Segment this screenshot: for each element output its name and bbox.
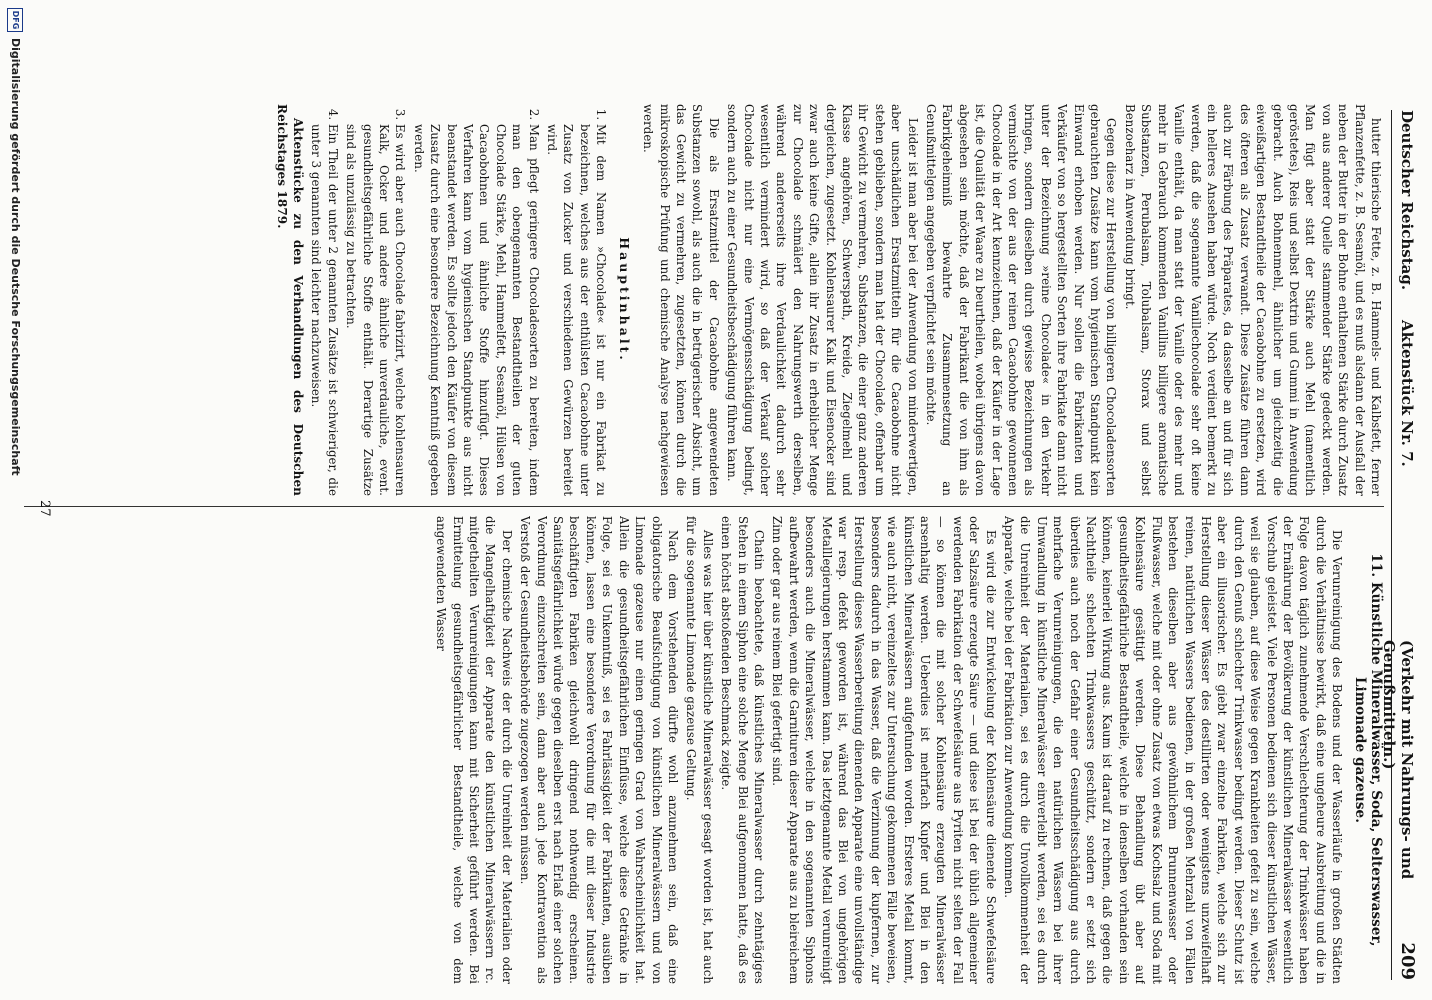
list-item: 3. Es wird aber auch Chocolade fabrizirt, welche kohlensauren Kalk, Ocker und andere ähnliche unverdauliche, event. gesundheitsgefährliche Stoffe enthält. Derartige Zusätze sind als unzulässig zu betrachten.: [343, 124, 409, 496]
footnote: Aktenstücke zu den Verhandlungen des Deutschen Reichstages 1879.: [274, 104, 305, 496]
paragraph: Der chemische Nachweis der durch die Unreinheit der Materialien oder die Mangelhaftigkeit der Apparate den künstlichen Mineralwässern rc. mitgetheilten Verunreinigungen kann mit Sicherheit geführt werden. Bei Ermittelung gesundheitsgefährlicher Bestandtheile, welche von dem angewendeten Wasser: [434, 516, 514, 984]
paragraph: Gegen diese zur Herstellung von billigeren Chocoladensorten gebrauchten Zusätze kann vom hygienischen Standpunkt kein Einwand erhoben werden. Nur sollen die Fabrikanten und Verkäufer von so hergestellten Sorten ihre Fabrikate dann nicht unter der Bezeichnung »reine Chocolade« in den Verkehr bringen, sondern dieselben durch gewisse Bezeichnungen als vermischte von der aus der reinen Cacaobohne gewonnenen Chocolade in der Art kennzeichnen, daß der Käufer in der Lage ist, die Qualität der Waare zu beurtheilen, wobei übrigens davon abgesehen sein möchte, daß der Fabrikant die von ihm als Fabrikgeheimniß bewahrte Zusammensetzung an Genußmittelgen angegeben verpflichtet sein möchte.: [924, 104, 1119, 496]
section-topic: (Verkehr mit Nahrungs- und Genußmitteln.): [1380, 640, 1416, 880]
section-title: 11. Künstliche Mineralwässer, Soda, Selterswasser, Limonade gazeuse.: [1351, 553, 1384, 947]
list-item: 1. Mit dem Namen »Chocolade« ist nur ein Fabrikat zu bezeichnen, welches aus der enthülsten Cacaobohne unter Zusatz von Zucker und verschiedenen Gewürzen bereitet wird.: [544, 124, 610, 496]
dfg-logo-icon: DFG: [7, 8, 23, 32]
right-column: [54, 516, 1384, 984]
digitization-text: Digitalisierung gefördert durch die Deutsche Forschungsgemeinschaft: [9, 38, 22, 476]
signature-mark: 27: [37, 500, 52, 517]
paragraph: Die als Ersatzmittel der Cacaobohne angewendeten Substanzen sowohl, als auch die in betrügerischer Absicht, um das Gewicht zu vermehren, zugesetzten, können durch die mikroskopische Prüfung und chemische Analyse nachgewiesen werden.: [641, 104, 721, 496]
document-number: Aktenstück Nr. 7.: [1398, 320, 1416, 467]
paragraph: Alles was hier über künstliche Mineralwässer gesagt worden ist, hat auch für die sogenannte Limonade gazeuse Geltung.: [684, 516, 715, 984]
list-item: 4. Ein Theil der unter 2 genannten Zusätze ist schwieriger, die unter 3 genannten sind leichter nachzuweisen.: [308, 124, 341, 496]
column-divider: [24, 506, 1384, 507]
section-heading: Hauptinhalt.: [616, 237, 632, 363]
digitization-note: [3, 8, 27, 998]
paragraph: hutter thierische Fette, z. B. Hammels- und Kalbsfett, ferner Pflanzenfette, z. B. Sesamöl, und es muß alsdann der Ausfall der neben der Butter in der Bohne enthaltenen Stärke durch Zusatz von aus anderer Quelle stammender Stärke gedeckt werden. Man fügt aber statt der Stärke auch Mehl (namentlich geröstetes), Reis und selbst Dextrin und Gummi in Anwendung gebracht. Auch Bohnenmehl, ähnlicher um gleichzeitig die eiweißartigen Bestandtheile der Cacaobohne zu ersetzen, wird des öfteren als Zusatz verwandt. Diese Zusätze führen dann auch zur Färbung des Präparates, da dasselbe an und für sich ein helleres Ansehen haben würde. Noch verdient bemerkt zu werden, daß die sogenannte Vanillechocolade sehr oft keine Vanille enthält, da man statt der Vanille oder des mehr und mehr in Gebrauch kommenden Vanillins billigere aromatische Substanzen, Perubalsam, Tolubalsam, Storax und selbst Benzoeharz in Anwendung bringt.: [1122, 104, 1383, 496]
journal-name: Deutscher Reichstag.: [1398, 110, 1416, 291]
summary-list: [308, 104, 609, 496]
left-column: [54, 104, 1384, 496]
paragraph: Es wird die zur Entwickelung der Kohlensäure dienende Schwefelsäure oder Salzsäure erzeugte Säure — und diese ist bei der üblich allgemeiner werdenden Fabrikation der Schwefelsäure aus Pyriten nicht selten der Fall — so können die mit solcher Kohlensäure erzeugten Mineralwässer arsenhaltig werden. Ueberdies ist mehrfach Kupfer und Blei in den künstlichen Mineralwässern aufgefunden worden. Ersteres Metall kommt, wie auch nicht, vereinzeltes zur Untersuchung gekommenen Fälle beweisen, besonders dadurch in das Wasser, daß die Verzinnung der kupfernen, zur Herstellung dieses Wasserbereitung dienenden Apparate eine unvollständige war resp. defekt geworden ist, während das Blei von ungehörigen Metalllegierungen herstammen kann. Das letztgenannte Metall verunreinigt besonders auch die Mineralwässer, welche in den sogenannten Siphons aufbewahrt werden, wenn die Garnituren dieser Apparate aus zu bleireichem Zinn oder gar aus reinem Blei gefertigt sind.: [770, 516, 998, 984]
paragraph: Nach dem Vorstehenden dürfte wohl anzunehmen sein, daß eine obligatorische Beaufsichtigung von künstlichen Mineralwässern und von Limonade gazeuse nur einen geringen Grad von Wahrscheinlichkeit hat. Allein die gesundheitsgefährlichen Einflüsse, welche diese Getränke in Folge, sei es Unkenntniß, sei es Fahrlässigkeit der Fabrikanten, ausüben können, lassen eine besondere Verordnung für die mit dieser Industrie beschäftigten Fabriken gleichwohl dringend nothwendig erscheinen. Sanitätsgefährlichkeit würde gegen dieselben erst nach Erlaß einer solchen Verordnung einzuschreiten sein, dann aber auch jede Kontravention als Verstoß der Gesundheitsbehörde zugezogen werden müssen.: [518, 516, 680, 984]
paragraph: Leider ist man aber bei der Anwendung von minderwertigen, aber unschädlichen Ersatzmitteln für die Cacaobohne nicht stehen geblieben, sondern man hat der Chocolade, offenbar um ihr Gewicht zu vermehren, Substanzen, die einer ganz anderen Klasse angehören, Schwerspath, Kreide, Ziegelmehl und dergleichen, zugesetzt. Kohlensaurer Kalk und Eisenocker sind zwar auch keine Gifte, allein ihr Zusatz in erheblicher Menge zur Chocolade schmälert den Nahrungswerth derselben, während andererseits ihre Verdaulichkeit dadurch sehr wesentlich vermindert wird, so daß der Verkauf solcher Chocolade nicht nur eine Vermögensschädigung bedingt, sondern auch zu einer Gesundheitsbeschädigung führen kann.: [725, 104, 920, 496]
page-header: [1380, 110, 1420, 980]
list-item: 2. Man pflegt geringere Chocoladesorten zu bereiten, indem man den obengenannten Bestandtheilen der guten Chocolade Stärke, Mehl, Hammelfett, Sesamöl, Hülsen von Cacaobohnen und ähnliche Stoffe hinzufügt. Dieses Verfahren kann vom hygienischen Standpunkte aus nicht beanstandet werden. Es sollte jedoch den Käufer von diesem Zusatz durch eine besondere Bezeichnung Kenntniß gegeben werden.: [410, 124, 541, 496]
paragraph: Chatin beobachtete, daß künstliches Mineralwasser durch zehntägiges Stehen in einem Siphon eine solche Menge Blei aufgenommen hatte, daß es einen höchst abstoßenden Beschmack zeigte.: [719, 516, 766, 984]
paragraph: Die Verunreinigung des Bodens und der Wasserläufe in großen Städten durch die Verhältnisse bewirkt, daß eine ungeheure Ausbreitung und die in Folge davon täglich zunehmende Verschlechterung der Trinkwässer haben der Ernährung der Bevölkerung der künstlichen Mineralwässer wesentlich Vorschub geleistet. Viele Personen bedienen sich dieser künstlichen Wässer, weil sie glauben, auf diese Weise gegen Krankheiten gefeit zu sein, welche durch den Genuß schlechter Trinkwasser bedingt werden. Dieser Schutz ist aber ein illusorischer. Es giebt zwar einzelne Fabriken, welche sich zur Herstellung dieser Wässer des destillirten oder wenigstens unzweifelhaft reinen, natürlichen Wassers bedienen, in der großen Mehrzahl von Fällen bestehen dieselben aber aus gewöhnlichem Brunnenwasser oder Flußwasser, welche mit oder ohne Zusatz von etwas Kochsalz und Soda mit Kohlensäure gesättigt werden. Diese Behandlung übt aber auf gesundheitsgefährliche Bestandtheile, welche in denselben vorhanden sein können, keinerlei Wirkung aus. Kaum ist darauf zu rechnen, daß gegen die Nachtheile schlechten Trinkwassers geschützt, sondern er setzt sich überdies auch noch der Gefahr einer Gesundheitsschädigung aus durch mehrfache Verunreinigungen, die den natürlichen Wässern bei ihrer Umwandlung in künstliche Mineralwässer einverleibt werden, sei es durch die Unreinheit der Materialien, sei es durch die Unvollkommenheit der Apparate, welche bei der Fabrikation zur Anwendung kommen.: [1002, 516, 1345, 984]
page-number: 209: [1397, 942, 1418, 980]
